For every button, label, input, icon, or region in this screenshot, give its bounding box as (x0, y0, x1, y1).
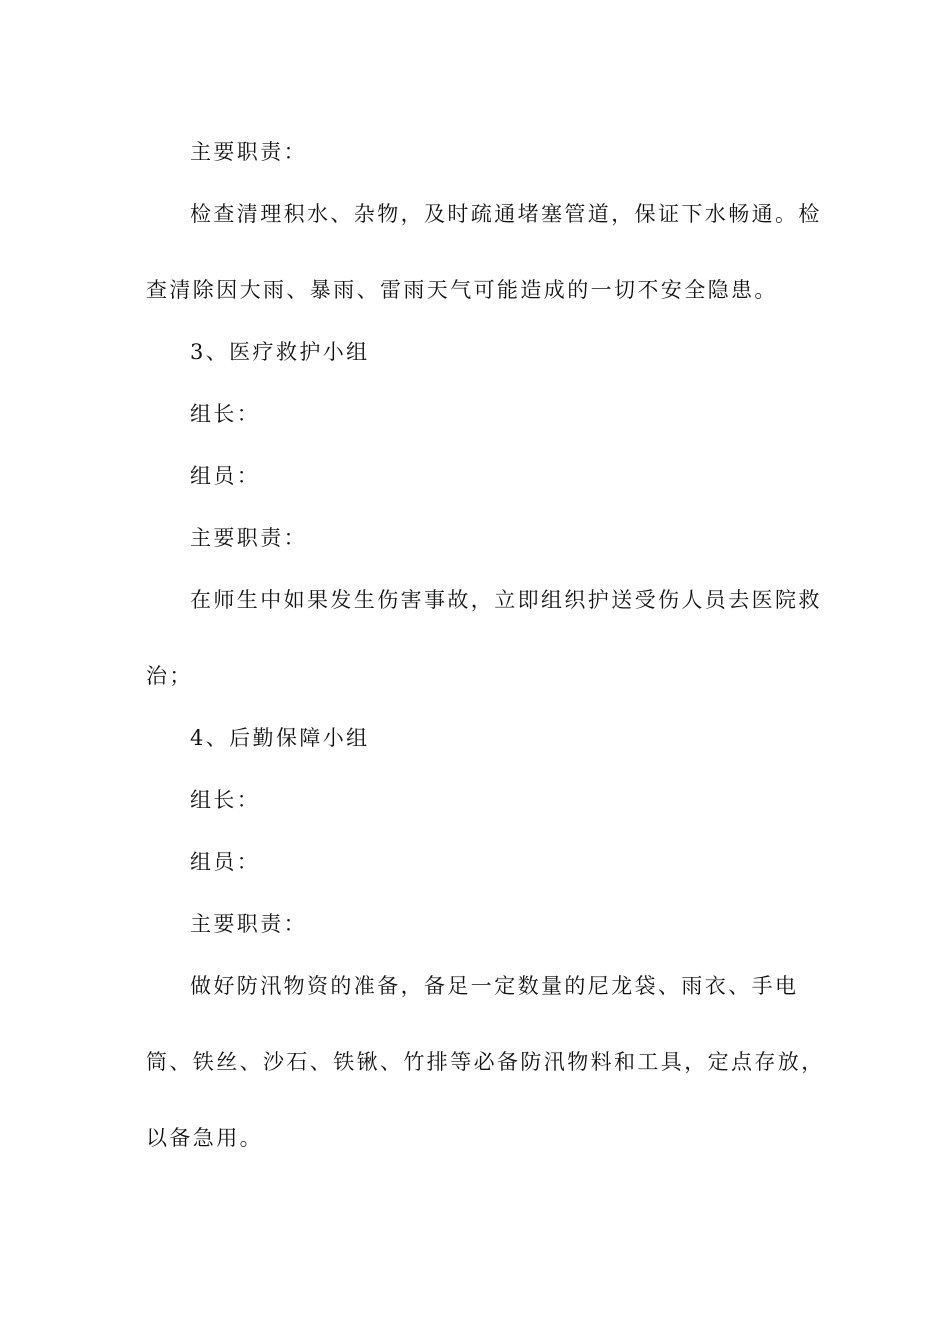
text-line: 以备急用。 (146, 1126, 263, 1150)
text-line: 主要职责： (190, 526, 307, 550)
section-heading: 4、后勤保障小组 (190, 726, 370, 750)
text-line: 在师生中如果发生伤害事故，立即组织护送受伤人员去医院救 (190, 588, 822, 612)
text-line: 筒、铁丝、沙石、铁锹、竹排等必备防汛物料和工具，定点存放， (146, 1050, 825, 1074)
section-heading: 3、医疗救护小组 (190, 340, 370, 364)
text-line: 检查清理积水、杂物，及时疏通堵塞管道，保证下水畅通。检 (190, 202, 822, 226)
text-line: 主要职责： (190, 140, 307, 164)
text-line: 主要职责： (190, 912, 307, 936)
text-line: 组长： (190, 788, 261, 812)
text-line: 治； (146, 664, 193, 688)
text-line: 做好防汛物资的准备，备足一定数量的尼龙袋、雨衣、手电 (190, 974, 799, 998)
text-line: 组员： (190, 464, 261, 488)
text-line: 组长： (190, 402, 261, 426)
text-line: 查清除因大雨、暴雨、雷雨天气可能造成的一切不安全隐患。 (146, 278, 778, 302)
text-line: 组员： (190, 850, 261, 874)
